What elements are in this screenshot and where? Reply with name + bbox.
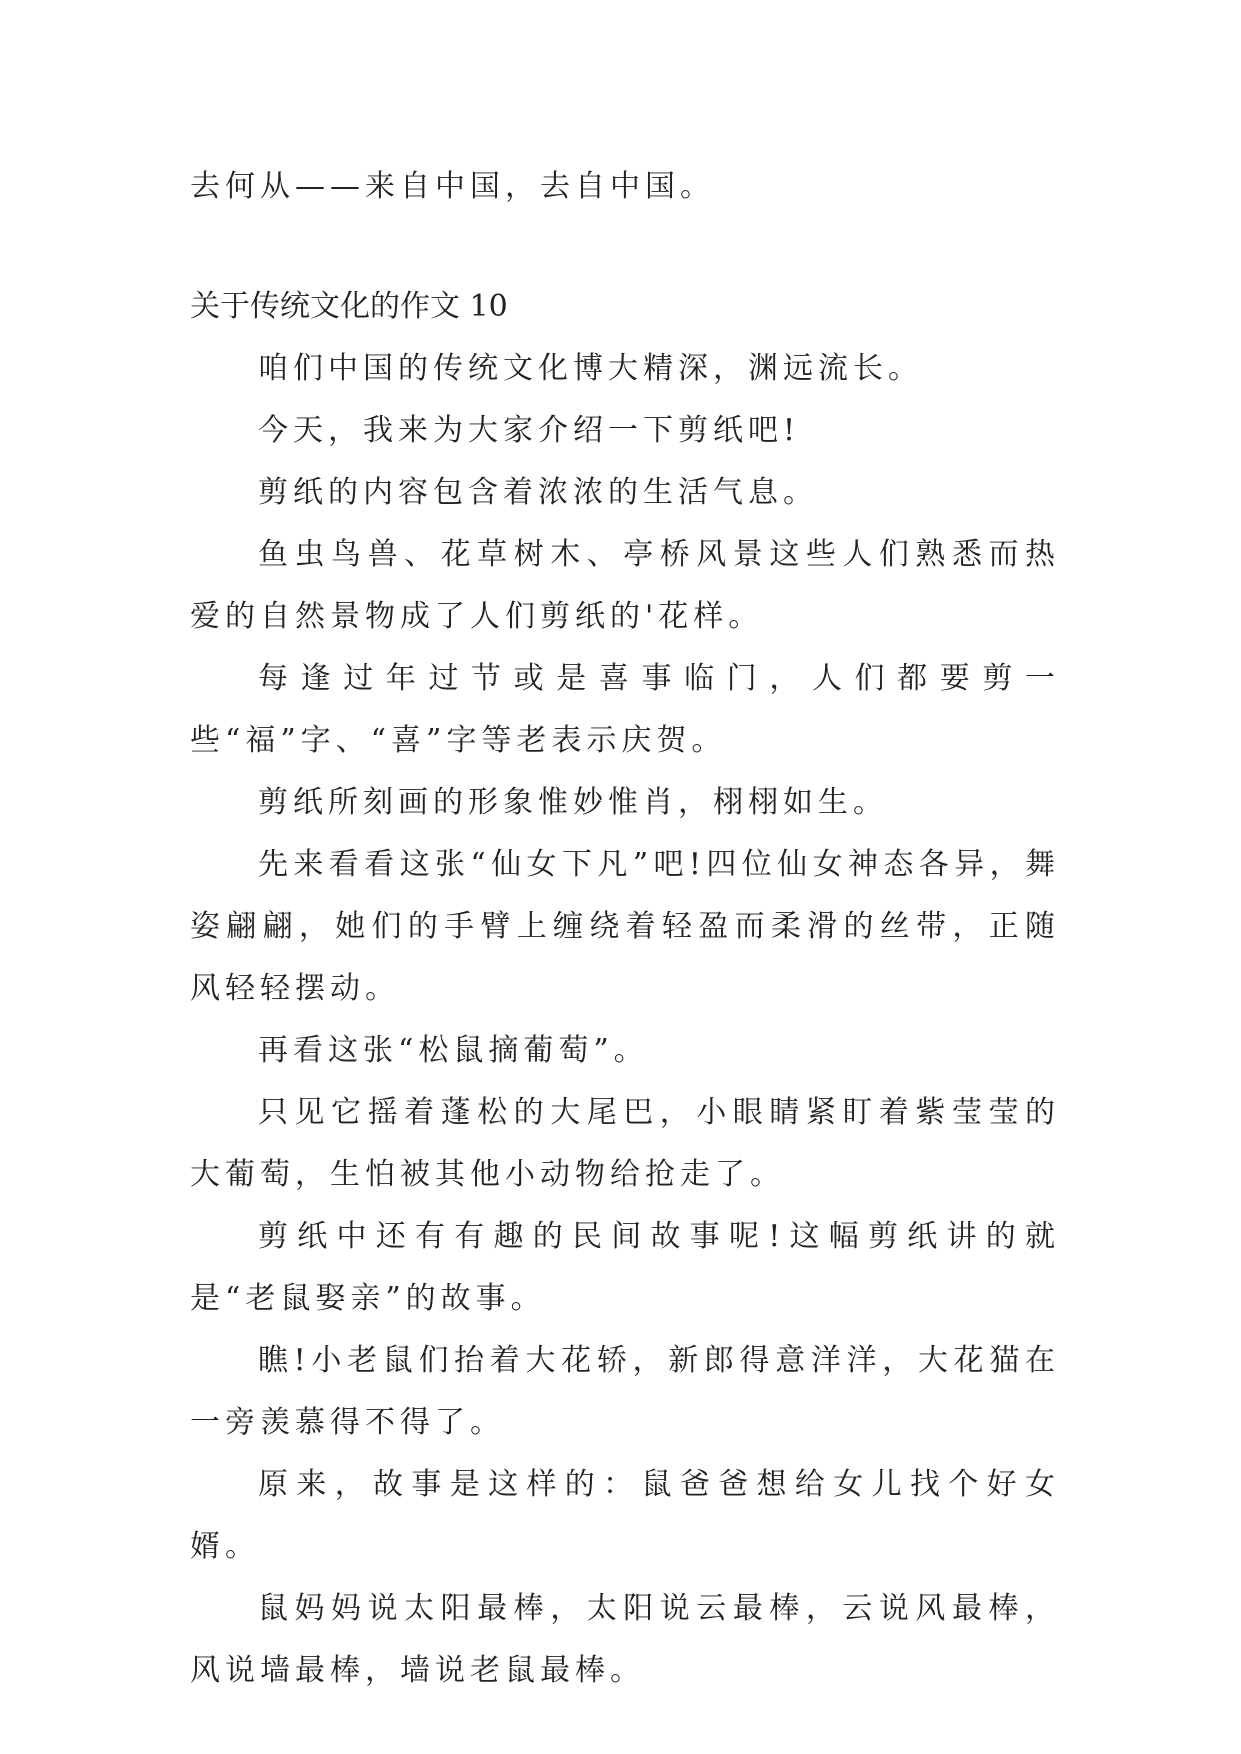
paragraph: 今天，我来为大家介绍一下剪纸吧! — [258, 413, 801, 448]
paragraph: 咱们中国的传统文化博大精深，渊远流长。 — [258, 351, 923, 386]
paragraph: 鱼虫鸟兽、花草树木、亭桥风景这些人们熟悉而热爱的自然景物成了人们剪纸的'花样。 — [190, 537, 1060, 634]
paragraph: 每逢过年过节或是喜事临门，人们都要剪一些“福”字、“喜”字等老表示庆贺。 — [190, 661, 1060, 758]
paragraph: 剪纸所刻画的形象惟妙惟肖，栩栩如生。 — [258, 785, 888, 820]
paragraph: 先来看看这张“仙女下凡”吧!四位仙女神态各异，舞姿翩翩，她们的手臂上缠绕着轻盈而柔滑的丝带，正随风轻轻摆动。 — [190, 847, 1060, 1006]
essay-heading: 关于传统文化的作文 10 — [190, 289, 508, 324]
paragraph: 原来，故事是这样的：鼠爸爸想给女儿找个好女婿。 — [190, 1467, 1060, 1564]
paragraph: 剪纸的内容包含着浓浓的生活气息。 — [258, 475, 818, 510]
paragraph: 瞧!小老鼠们抬着大花轿，新郎得意洋洋，大花猫在一旁羡慕得不得了。 — [190, 1343, 1060, 1440]
paragraph: 再看这张“松鼠摘葡萄”。 — [258, 1033, 649, 1068]
paragraph: 只见它摇着蓬松的大尾巴，小眼睛紧盯着紫莹莹的大葡萄，生怕被其他小动物给抢走了。 — [190, 1095, 1060, 1192]
essay-body — [190, 338, 1060, 1702]
paragraph: 剪纸中还有有趣的民间故事呢!这幅剪纸讲的就是“老鼠娶亲”的故事。 — [190, 1219, 1060, 1316]
continued-text-line: 去何从——来自中国，去自中国。 — [190, 169, 715, 204]
paragraph: 鼠妈妈说太阳最棒，太阳说云最棒，云说风最棒，风说墙最棒，墙说老鼠最棒。 — [190, 1591, 1060, 1688]
